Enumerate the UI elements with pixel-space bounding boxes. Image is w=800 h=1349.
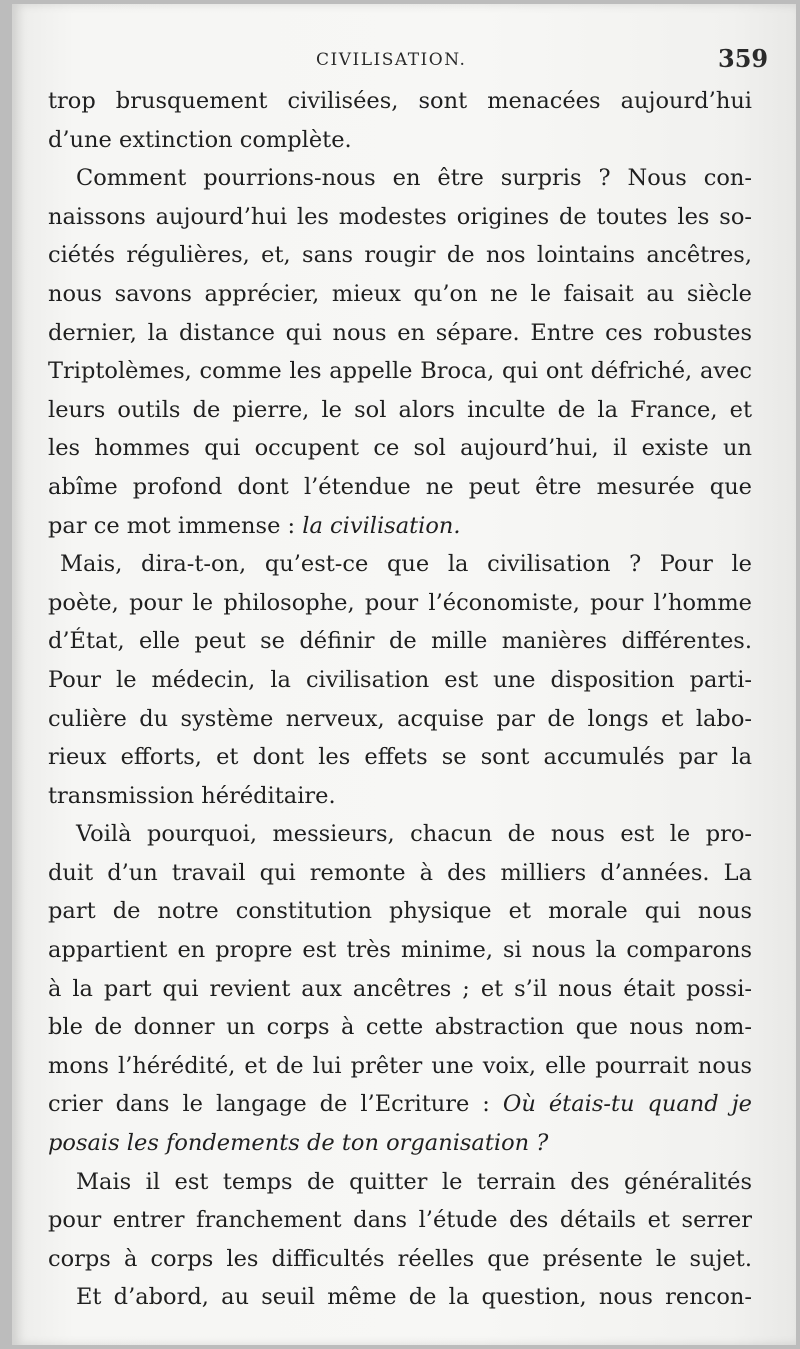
text-line: leurs outils de pierre, le sol alors inculte de la France, et [48, 396, 752, 423]
text-line: les hommes qui occupent ce sol aujourd’hui, il existe un [48, 435, 752, 462]
text-line: Voilà pourquoi, messieurs, chacun de nous est le pro- [76, 821, 752, 848]
text-line: Comment pourrions-nous en être surpris ? Nous con- [76, 165, 752, 192]
text-line: dernier, la distance qui nous en sépare. Entre ces robustes [48, 319, 752, 346]
italic-phrase: la civilisation. [302, 512, 461, 539]
text-line: mons l’hérédité, et de lui prêter une voix, elle pourrait nous [48, 1052, 752, 1079]
text-line [48, 1085, 752, 1124]
body-text [48, 82, 752, 1317]
text-line: ble de donner un corps à cette abstraction que nous nom- [48, 1014, 752, 1041]
text-line: culière du système nerveux, acquise par de longs et labo- [48, 705, 752, 732]
text-line: d’une extinction complète. [48, 126, 352, 153]
text-line: ciétés régulières, et, sans rougir de nos lointains ancêtres, [48, 242, 752, 269]
text-segment: par ce mot immense : [48, 512, 296, 539]
text-line: Mais il est temps de quitter le terrain des généralités [76, 1168, 752, 1195]
text-line: transmission héréditaire. [48, 782, 336, 809]
text-line: nous savons apprécier, mieux qu’on ne le faisait au siècle [48, 280, 752, 307]
text-line: part de notre constitution physique et morale qui nous [48, 898, 752, 925]
text-line: Et d’abord, au seuil même de la question, nous rencon- [76, 1284, 752, 1311]
text-line: naissons aujourd’hui les modestes origines de toutes les so- [48, 203, 752, 230]
text-line: duit d’un travail qui remonte à des milliers d’années. La [48, 859, 752, 886]
text-line: Pour le médecin, la civilisation est une disposition parti- [48, 666, 752, 693]
text-segment: crier dans le langage de l’Ecriture : [48, 1091, 490, 1118]
text-line [48, 1124, 752, 1163]
text-line: rieux efforts, et dont les effets se sont accumulés par la [48, 744, 752, 771]
text-line [48, 507, 752, 546]
text-line: à la part qui revient aux ancêtres ; et s’il nous était possi- [48, 975, 752, 1002]
text-line: Mais, dira-t-on, qu’est-ce que la civilisation ? Pour le [60, 551, 752, 578]
text-line: poète, pour le philosophe, pour l’économiste, pour l’homme [48, 589, 752, 616]
italic-phrase: Où étais-tu quand je [502, 1091, 752, 1118]
italic-phrase: posais les fondements de ton organisation ? [48, 1130, 549, 1157]
page-number: 359 [718, 44, 769, 73]
running-title: CIVILISATION. [316, 50, 467, 70]
text-line: trop brusquement civilisées, sont menacées aujourd’hui [48, 88, 752, 114]
text-line: appartient en propre est très minime, si nous la comparons [48, 937, 752, 964]
text-line: d’État, elle peut se définir de mille manières différentes. [48, 628, 752, 655]
text-line: pour entrer franchement dans l’étude des détails et serrer [48, 1207, 752, 1234]
text-line: Triptolèmes, comme les appelle Broca, qui ont défriché, avec [48, 358, 752, 385]
text-line: abîme profond dont l’étendue ne peut être mesurée que [48, 473, 752, 500]
page-header [0, 44, 800, 78]
text-line: corps à corps les difficultés réelles que présente le sujet. [48, 1245, 752, 1272]
